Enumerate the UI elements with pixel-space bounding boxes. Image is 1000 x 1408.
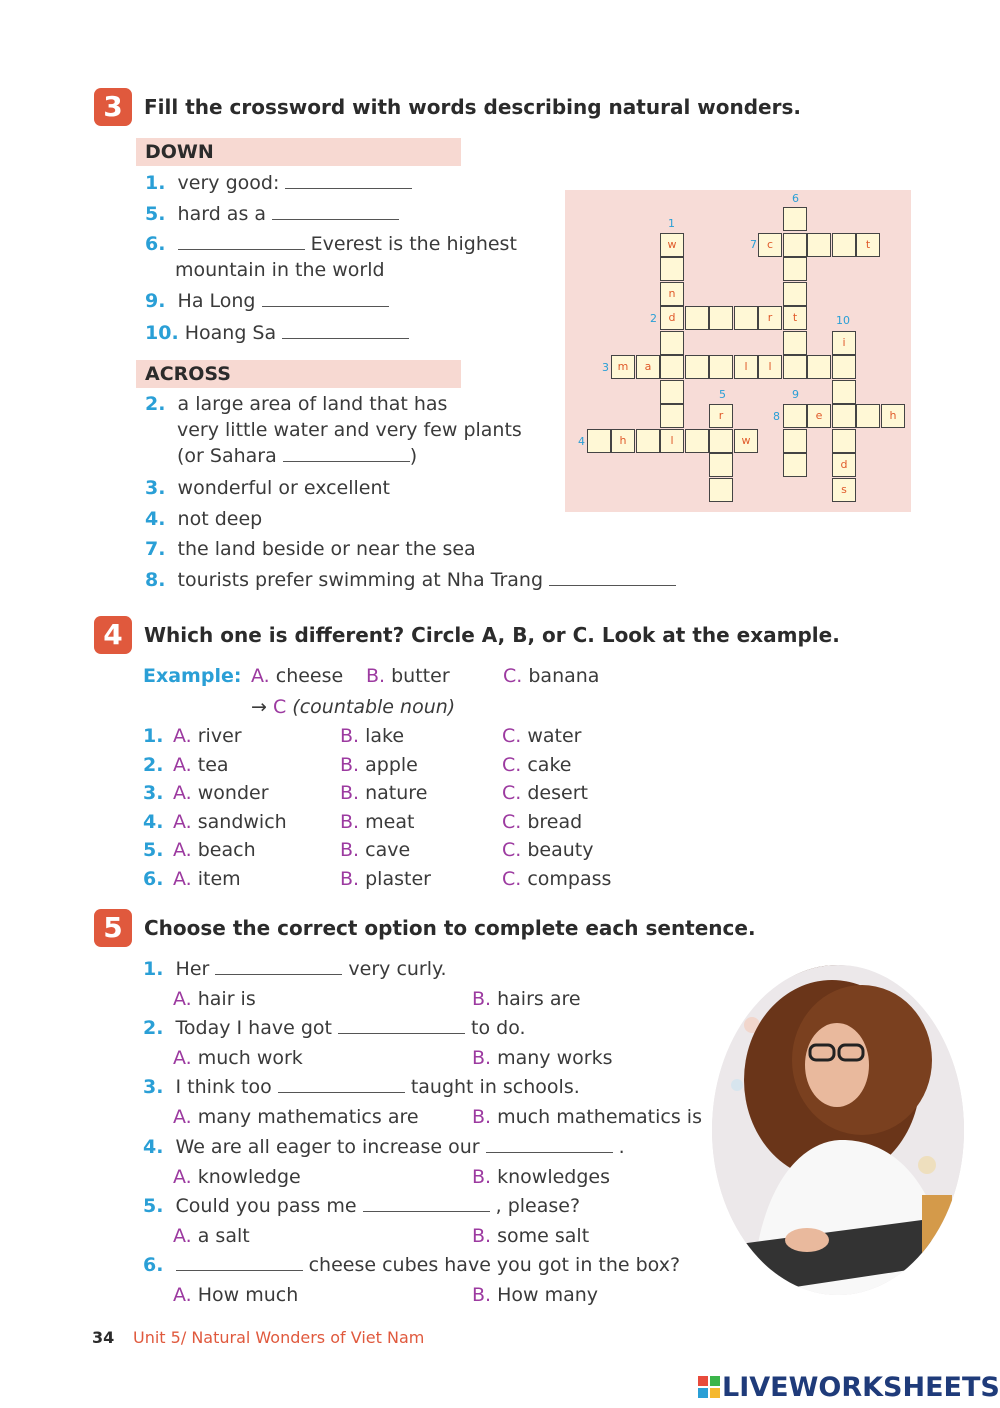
option-a[interactable]: A. sandwich	[173, 810, 287, 833]
across-clue-8: 8. tourists prefer swimming at Nha Trang	[145, 568, 676, 592]
option-a[interactable]: A. much work	[173, 1047, 303, 1070]
answer-blank[interactable]	[272, 205, 399, 220]
example-answer: → C (countable noun)	[251, 696, 456, 718]
crossword-cell[interactable]	[783, 257, 807, 281]
crossword-cell[interactable]: r	[758, 306, 782, 330]
example-option-b: B. butter	[366, 665, 450, 687]
crossword-cell[interactable]	[832, 380, 856, 404]
clue-number-label: 6	[792, 192, 799, 205]
question-sentence: 6. cheese cubes have you got in the box?	[143, 1254, 681, 1276]
crossword-cell[interactable]	[832, 404, 856, 428]
crossword-cell[interactable]: d	[832, 453, 856, 477]
answer-blank[interactable]	[176, 1256, 303, 1271]
logo-blocks-icon	[698, 1376, 720, 1398]
option-b[interactable]: B. nature	[340, 782, 428, 805]
option-b[interactable]: B. some salt	[472, 1224, 590, 1247]
item-number: 2.	[143, 753, 164, 776]
crossword-cell[interactable]: h	[881, 404, 905, 428]
item-number: 1.	[143, 725, 164, 747]
down-clue-9: 9. Ha Long	[145, 289, 389, 313]
option-b[interactable]: B. apple	[340, 753, 418, 776]
option-a[interactable]: A. How much	[173, 1284, 299, 1306]
crossword-cell[interactable]	[783, 429, 807, 453]
crossword-cell[interactable]	[783, 207, 807, 231]
clue-number-label: 10	[836, 314, 850, 327]
crossword-cell[interactable]	[685, 355, 709, 379]
option-b[interactable]: B. much mathematics is	[472, 1106, 702, 1129]
down-clue-6: 6. Everest is the highest	[145, 233, 517, 255]
option-a[interactable]: A. beach	[173, 839, 256, 862]
crossword-cell[interactable]: t	[783, 306, 807, 330]
crossword-cell[interactable]: e	[807, 404, 831, 428]
question-sentence: 3. I think too taught in schools.	[143, 1076, 580, 1099]
crossword-cell[interactable]: h	[611, 429, 635, 453]
option-a[interactable]: A. wonder	[173, 782, 269, 805]
crossword-cell[interactable]: i	[832, 331, 856, 355]
answer-blank[interactable]	[363, 1197, 490, 1212]
down-clue-1: 1. very good:	[145, 171, 412, 195]
crossword-cell[interactable]: d	[660, 306, 684, 330]
example-label: Example:	[143, 665, 242, 687]
crossword-cell[interactable]	[783, 233, 807, 257]
across-clue-2-line2: very little water and very few plants	[177, 419, 522, 441]
clue-number-label: 8	[773, 410, 780, 423]
crossword-cell[interactable]	[783, 404, 807, 428]
down-clue-10: 10. Hoang Sa	[145, 321, 409, 345]
crossword-cell[interactable]: w	[660, 233, 684, 257]
option-b[interactable]: B. cave	[340, 839, 411, 862]
crossword-cell[interactable]: n	[660, 282, 684, 306]
answer-blank[interactable]	[549, 571, 676, 586]
option-b[interactable]: B. How many	[472, 1284, 599, 1306]
crossword-cell[interactable]	[783, 453, 807, 477]
crossword-cell[interactable]	[832, 355, 856, 379]
crossword-cell[interactable]	[807, 233, 831, 257]
option-a[interactable]: A. tea	[173, 753, 229, 776]
across-clue-2-line3: (or Sahara )	[177, 445, 418, 467]
liveworksheets-logo: LIVEWORKSHEETS	[698, 1372, 1000, 1403]
crossword-cell[interactable]	[709, 453, 733, 477]
question-sentence: 4. We are all eager to increase our .	[143, 1135, 625, 1158]
crossword-cell[interactable]	[660, 257, 684, 281]
crossword-cell[interactable]	[709, 355, 733, 379]
crossword-cell[interactable]	[783, 331, 807, 355]
item-number: 6.	[143, 868, 164, 890]
crossword-cell[interactable]	[660, 355, 684, 379]
clue-number-label: 2	[650, 312, 657, 325]
clue-number-label: 5	[719, 388, 726, 401]
across-label: ACROSS	[136, 360, 461, 388]
crossword-cell[interactable]: m	[611, 355, 635, 379]
option-c[interactable]: C. bread	[502, 810, 583, 833]
crossword-cell[interactable]	[709, 478, 733, 502]
answer-blank[interactable]	[178, 235, 305, 250]
clue-number-label: 7	[750, 238, 757, 251]
option-b[interactable]: B. hairs are	[472, 988, 581, 1010]
crossword-cell[interactable]	[783, 282, 807, 306]
crossword-cell[interactable]	[783, 355, 807, 379]
clue-number-label: 1	[668, 217, 675, 230]
item-number: 5.	[143, 839, 164, 862]
answer-blank[interactable]	[262, 292, 389, 307]
crossword-cell[interactable]	[856, 404, 880, 428]
option-a[interactable]: A. a salt	[173, 1224, 250, 1247]
crossword-cell[interactable]	[660, 331, 684, 355]
answer-blank[interactable]	[486, 1138, 613, 1153]
option-c[interactable]: C. compass	[502, 868, 612, 890]
crossword-cell[interactable]	[660, 380, 684, 404]
girl-studying-photo	[712, 965, 964, 1295]
crossword-cell[interactable]	[807, 355, 831, 379]
down-clue-5: 5. hard as a	[145, 202, 399, 226]
example-option-a: A. cheese	[251, 665, 344, 687]
exercise-3-badge: 3	[94, 88, 132, 126]
clue-number-label: 9	[792, 388, 799, 401]
item-number: 4.	[143, 810, 164, 833]
crossword-cell[interactable]: l	[660, 429, 684, 453]
crossword-cell[interactable]: r	[709, 404, 733, 428]
answer-blank[interactable]	[338, 1019, 465, 1034]
unit-title: Unit 5/ Natural Wonders of Viet Nam	[133, 1328, 425, 1347]
crossword-cell[interactable]: t	[856, 233, 880, 257]
option-b[interactable]: B. lake	[340, 725, 405, 747]
example-option-c: C. banana	[503, 665, 600, 687]
crossword-cell[interactable]	[685, 306, 709, 330]
option-a[interactable]: A. knowledge	[173, 1165, 301, 1188]
across-clue-3: 3. wonderful or excellent	[145, 477, 390, 499]
clue-number-label: 3	[602, 361, 609, 374]
crossword-cell[interactable]	[660, 404, 684, 428]
crossword-cell[interactable]	[832, 233, 856, 257]
crossword-cell[interactable]	[587, 429, 611, 453]
exercise-5-badge: 5	[94, 909, 132, 947]
crossword-cell[interactable]: s	[832, 478, 856, 502]
option-a[interactable]: A. item	[173, 868, 241, 890]
crossword-cell[interactable]: l	[758, 355, 782, 379]
answer-blank[interactable]	[278, 1078, 405, 1093]
down-clue-6-cont: mountain in the world	[175, 259, 385, 281]
clue-number-label: 4	[578, 435, 585, 448]
option-c[interactable]: C. beauty	[502, 839, 594, 862]
option-a[interactable]: A. river	[173, 725, 242, 747]
option-a[interactable]: A. hair is	[173, 988, 256, 1010]
option-c[interactable]: C. desert	[502, 782, 588, 805]
option-b[interactable]: B. knowledges	[472, 1165, 611, 1188]
down-label: DOWN	[136, 138, 461, 166]
crossword-cell[interactable]	[709, 429, 733, 453]
option-b[interactable]: B. plaster	[340, 868, 431, 890]
exercise-4-badge: 4	[94, 616, 132, 654]
question-sentence: 2. Today I have got to do.	[143, 1017, 526, 1040]
option-b[interactable]: B. many works	[472, 1047, 613, 1070]
option-a[interactable]: A. many mathematics are	[173, 1106, 419, 1129]
answer-blank[interactable]	[283, 447, 410, 462]
answer-blank[interactable]	[282, 324, 409, 339]
crossword-cell[interactable]	[685, 429, 709, 453]
crossword-cell[interactable]: a	[636, 355, 660, 379]
question-sentence: 5. Could you pass me , please?	[143, 1194, 581, 1217]
crossword-cell[interactable]	[636, 429, 660, 453]
page-number: 34	[92, 1328, 115, 1347]
answer-blank[interactable]	[285, 174, 412, 189]
option-b[interactable]: B. meat	[340, 810, 415, 833]
item-number: 3.	[143, 782, 164, 805]
question-sentence: 1. Her very curly.	[143, 958, 447, 980]
across-clue-2: 2. a large area of land that has	[145, 393, 448, 415]
option-c[interactable]: C. water	[502, 725, 582, 747]
exercise-5-title: Choose the correct option to complete each sentence.	[144, 916, 756, 940]
crossword-cell[interactable]: w	[734, 429, 758, 453]
crossword-cell[interactable]: l	[734, 355, 758, 379]
crossword-cell[interactable]	[832, 429, 856, 453]
crossword-cell[interactable]	[709, 306, 733, 330]
crossword-cell[interactable]	[734, 306, 758, 330]
exercise-4-title: Which one is different? Circle A, B, or C. Look at the example.	[144, 623, 840, 647]
across-clue-4: 4. not deep	[145, 508, 263, 530]
across-clue-7: 7. the land beside or near the sea	[145, 538, 476, 560]
crossword-cell[interactable]: c	[758, 233, 782, 257]
option-c[interactable]: C. cake	[502, 753, 572, 776]
exercise-3-title: Fill the crossword with words describing natural wonders.	[144, 95, 801, 119]
answer-blank[interactable]	[215, 960, 342, 975]
